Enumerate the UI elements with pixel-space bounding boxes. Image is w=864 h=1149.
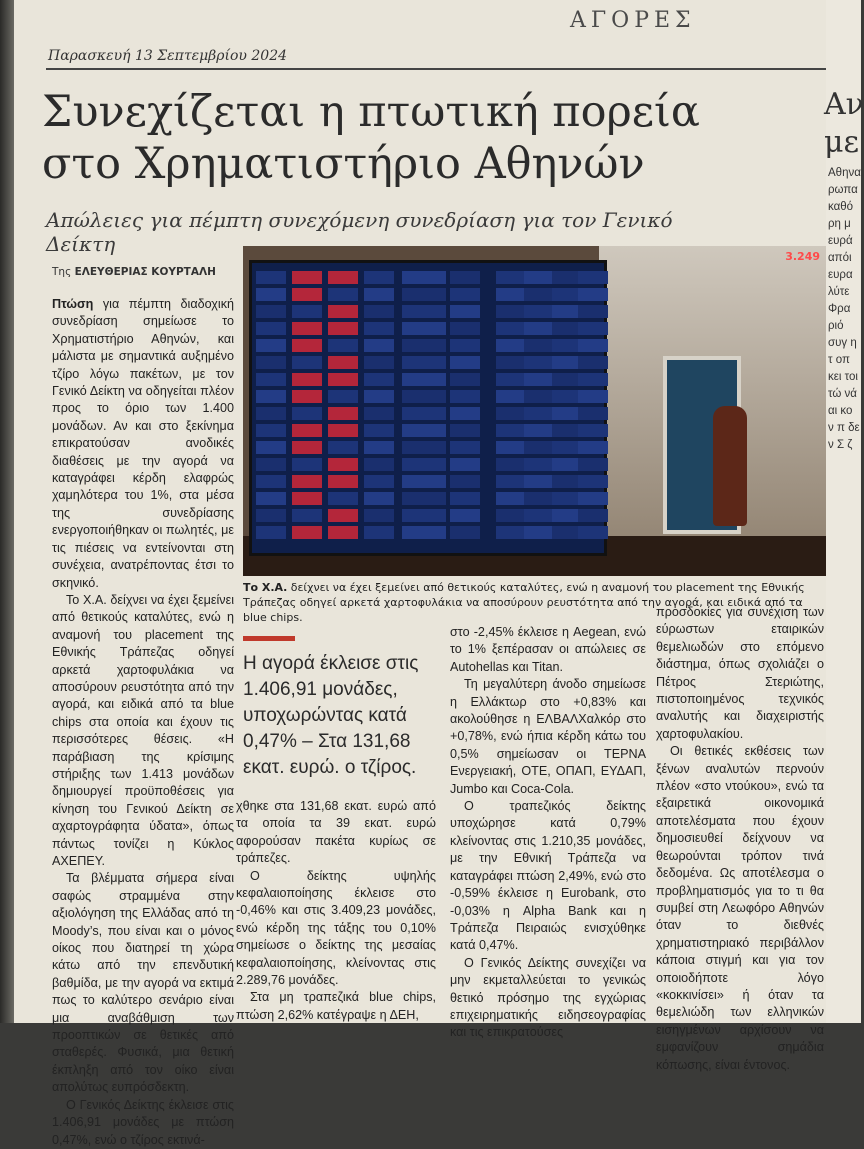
board-cell: [496, 271, 526, 284]
board-cell: [256, 407, 286, 420]
caption-lead: Το Χ.Α.: [243, 581, 288, 594]
trading-floor-photo: [243, 246, 826, 576]
board-cell: [364, 458, 394, 471]
board-cell: [292, 373, 322, 386]
board-cell: [328, 271, 358, 284]
board-cell: [552, 322, 582, 335]
board-cell: [578, 305, 608, 318]
board-cell: [328, 492, 358, 505]
board-cell: [402, 288, 446, 301]
board-cell: [292, 424, 322, 437]
board-cell: [524, 526, 554, 539]
board-cell: [578, 475, 608, 488]
board-cell: [328, 390, 358, 403]
pull-quote-accent: [243, 636, 295, 641]
board-cell: [496, 441, 526, 454]
board-cell: [328, 339, 358, 352]
board-cell: [524, 407, 554, 420]
board-cell: [496, 526, 526, 539]
board-cell: [328, 407, 358, 420]
lead-word: Πτώση: [52, 297, 94, 311]
board-cell: [524, 322, 554, 335]
board-cell: [328, 322, 358, 335]
board-cell: [578, 441, 608, 454]
board-cell: [524, 441, 554, 454]
board-cell: [364, 288, 394, 301]
board-cell: [328, 373, 358, 386]
board-cell: [496, 356, 526, 369]
page-edge: [0, 0, 14, 1023]
paragraph: [52, 296, 234, 592]
section-label: ΑΓΟΡΕΣ: [570, 8, 696, 33]
board-cell: [524, 424, 554, 437]
board-cell: [292, 288, 322, 301]
board-cell: [256, 339, 286, 352]
board-cell: [402, 322, 446, 335]
board-cell: [292, 475, 322, 488]
board-cell: [524, 339, 554, 352]
adjacent-heading: Αν με: [824, 87, 864, 160]
board-cell: [292, 322, 322, 335]
board-cell: [292, 305, 322, 318]
board-cell: [364, 407, 394, 420]
paragraph-text: για πέμπτη διαδοχική συνεδρίαση σημείωσε το Χρηματιστήριο Αθηνών, και μάλιστα με σημαντικά αυξημένο τζίρο λόγω πακέτων, με τον Γενικό Δείκτη να οδηγείται πλέον προς το όριο των 1.400 μονάδων. Αν και στο ξεκίνημα επικρατούσαν ανοδικές διαθέσεις με την αγορά να καταγράφει κέρδη ελαφρώς χαμηλότερα του 1%, στα μέσα της συνεδρίασης ενεργοποιήθηκαν οι πωλητές, με τις πιέσεις να εντείνονται στη συνέχεια, ανατρέποντας έτσι το σκηνικό.: [52, 297, 234, 590]
board-cell: [552, 288, 582, 301]
board-cell: [496, 458, 526, 471]
board-cell: [364, 356, 394, 369]
paragraph: Ο δείκτης υψηλής κεφαλαιοποίησης έκλεισε στο -0,46% και στις 3.409,23 μονάδες, ενώ κέρδη της τάξης του 0,10% σημείωσε ο δείκτης της μεσαίας κεφαλαιοποίησης, κλείνοντας στις 2.289,76 μονάδες.: [236, 868, 436, 988]
board-cell: [402, 441, 446, 454]
board-cell: [578, 271, 608, 284]
board-cell: [328, 288, 358, 301]
board-cell: [364, 475, 394, 488]
board-cell: [552, 458, 582, 471]
board-cell: [364, 373, 394, 386]
stock-board-graphic: [252, 263, 604, 553]
board-cell: [256, 288, 286, 301]
article-column-3: [450, 624, 646, 1042]
board-cell: [524, 458, 554, 471]
paragraph: προσδοκίες για συνέχιση των εύρωστων εταιρικών θεμελιωδών στο επόμενο διάστημα, όπως σχολιάζει ο Πέτρος Στεριώτης, πιστοποιημένος τεχνικός αναλυτής και διαχειριστής χαρτοφυλακίου.: [656, 605, 824, 741]
board-cell: [402, 424, 446, 437]
paragraph: χθηκε στα 131,68 εκατ. ευρώ από τα οποία τα 39 εκατ. ευρώ αφορούσαν πακέτα κυρίως σε τράπεζες.: [236, 799, 436, 866]
board-cell: [364, 526, 394, 539]
paragraph: στο -2,45% έκλεισε η Aegean, ενώ το 1% ξεπέρασαν οι απώλειες σε Autohellas και Titan.: [450, 625, 646, 674]
board-cell: [450, 492, 480, 505]
board-cell: [450, 305, 480, 318]
board-cell: [496, 390, 526, 403]
board-cell: [256, 475, 286, 488]
board-cell: [402, 373, 446, 386]
ticker-value: 3.249: [785, 250, 820, 263]
board-cell: [450, 407, 480, 420]
headline: Συνεχίζεται η πτωτική πορεία στο Χρηματιστήριο Αθηνών: [42, 87, 700, 189]
board-cell: [552, 424, 582, 437]
paragraph: Στα μη τραπεζικά blue chips, πτώση 2,62% κατέγραψε η ΔΕΗ,: [236, 990, 436, 1022]
board-cell: [578, 322, 608, 335]
board-cell: [450, 288, 480, 301]
adjacent-article-fragment: [824, 0, 864, 1023]
board-cell: [292, 356, 322, 369]
board-cell: [496, 339, 526, 352]
board-cell: [552, 475, 582, 488]
board-cell: [578, 407, 608, 420]
board-cell: [364, 441, 394, 454]
board-cell: [402, 356, 446, 369]
board-cell: [496, 407, 526, 420]
board-cell: [450, 322, 480, 335]
board-cell: [524, 373, 554, 386]
stock-screen: [249, 260, 607, 556]
board-cell: [496, 424, 526, 437]
board-cell: [256, 492, 286, 505]
board-cell: [402, 339, 446, 352]
board-cell: [402, 492, 446, 505]
byline-prefix: Της: [52, 266, 72, 278]
board-cell: [402, 526, 446, 539]
board-cell: [552, 390, 582, 403]
caption-text: δείχνει να έχει ξεμείνει από θετικούς καταλύτες, ενώ η αναμονή του placement της Εθνικής Τράπεζας οδηγεί αρκετά χαρτοφυλάκια να αποσύρουν ρευστότητα από την αγορά, και ειδικά από τα blue chips.: [243, 581, 805, 624]
board-cell: [328, 458, 358, 471]
paragraph: Οι θετικές εκθέσεις των ξένων αναλυτών περνούν πλέον «στο ντούκου», ενώ τα εξαιρετικά οικονομικά αποτελέσματα που έχουν δημοσιευθεί δείχνουν να θεωρούνται τρόπον τινά δεδομένα. Ως αποτέλεσμα ο προβληματισμός για το τι θα συμβεί στη Λεωφόρο Αθηνών όταν το διεθνές χρηματιστηριακό περιβάλλον κάποια στιγμή και για τον οποιοδήποτε λόγο «κοκκινίσει» ή όταν τα θεμελιώδη των ελληνικών εισηγμένων αρχίσουν να εμφανίζουν σημάδια κόπωσης, είναι έντονος.: [656, 744, 824, 1072]
board-cell: [402, 458, 446, 471]
board-cell: [578, 390, 608, 403]
board-cell: [524, 509, 554, 522]
pull-quote: [243, 636, 438, 781]
article-column-4: [656, 604, 824, 1074]
board-cell: [552, 305, 582, 318]
board-cell: [256, 526, 286, 539]
board-cell: [552, 407, 582, 420]
board-cell: [450, 441, 480, 454]
board-cell: [496, 373, 526, 386]
board-cell: [256, 390, 286, 403]
byline: [52, 266, 216, 278]
board-cell: [578, 339, 608, 352]
board-cell: [292, 526, 322, 539]
board-cell: [450, 271, 480, 284]
board-cell: [256, 322, 286, 335]
adjacent-text: Αθηνα ρωπα καθό ρη μ ευρά απόι ευρα λύτε Φρα ριό συγ η τ οπ κει τοι τώ νά αι κο ν π δε ν Σ ζ: [828, 167, 861, 451]
issue-date: Παρασκευή 13 Σεπτεμβρίου 2024: [48, 48, 288, 64]
board-cell: [328, 509, 358, 522]
board-cell: [496, 322, 526, 335]
board-cell: [402, 509, 446, 522]
board-cell: [578, 356, 608, 369]
subheadline: Απώλειες για πέμπτη συνεχόμενη συνεδρίαση για τον Γενικό Δείκτη: [46, 208, 673, 256]
board-cell: [578, 288, 608, 301]
board-cell: [552, 492, 582, 505]
board-cell: [364, 492, 394, 505]
board-cell: [450, 390, 480, 403]
board-cell: [450, 458, 480, 471]
board-cell: [450, 356, 480, 369]
board-cell: [578, 424, 608, 437]
paragraph: Ο τραπεζικός δείκτης υποχώρησε κατά 0,79% κλείνοντας στις 1.210,35 μονάδες, με την Εθνική Τράπεζα να καταγράφει πτώση 2,49%, ενώ στο -0,59% έκλεισε η Eurobank, στο -0,03% η Alpha Bank και η Τράπεζα Πειραιώς ενισχύθηκε κατά 0,47%.: [450, 799, 646, 953]
board-cell: [256, 373, 286, 386]
board-cell: [328, 526, 358, 539]
board-cell: [552, 373, 582, 386]
paragraph: Ο Γενικός Δείκτης έκλεισε στις 1.406,91 μονάδες με πτώση 0,47%, ενώ ο τζίρος εκτινά-: [52, 1097, 234, 1147]
board-cell: [402, 390, 446, 403]
board-cell: [364, 509, 394, 522]
board-cell: [328, 441, 358, 454]
board-cell: [402, 305, 446, 318]
board-cell: [578, 492, 608, 505]
board-cell: [402, 407, 446, 420]
board-cell: [496, 305, 526, 318]
board-cell: [524, 356, 554, 369]
board-cell: [292, 407, 322, 420]
board-cell: [364, 322, 394, 335]
board-cell: [524, 492, 554, 505]
paragraph: Ο Γενικός Δείκτης συνεχίζει να μην εκμεταλλεύεται το γενικώς θετικό πρόσημο της εγχώριας επιχειρηματικής ειδησεογραφίας και τις επικρατούσες: [450, 955, 646, 1040]
board-cell: [552, 509, 582, 522]
board-cell: [256, 424, 286, 437]
board-cell: [552, 339, 582, 352]
board-cell: [450, 339, 480, 352]
header-rule: [46, 68, 826, 70]
board-cell: [524, 390, 554, 403]
board-cell: [496, 509, 526, 522]
photo-person: [713, 406, 747, 526]
board-cell: [292, 271, 322, 284]
board-cell: [578, 373, 608, 386]
board-cell: [578, 509, 608, 522]
board-cell: [292, 441, 322, 454]
board-cell: [328, 424, 358, 437]
paragraph: Τη μεγαλύτερη άνοδο σημείωσε η Ελλάκτωρ στο +0,83% και ακολούθησε η ΕΛΒΑΛΧαλκόρ στο +0,78%, ενώ ήπια κέρδη κάτω του 0,5% σημείωσαν οι ΤΕΡΝΑ Ενεργειακή, ΟΤΕ, ΟΠΑΠ, ΕΥΔΑΠ, Jumbo και Coca-Cola.: [450, 677, 646, 796]
board-cell: [292, 339, 322, 352]
board-cell: [496, 475, 526, 488]
paragraph: Το Χ.Α. δείχνει να έχει ξεμείνει από θετικούς καταλύτες, ενώ η αναμονή του placement της Εθνικής Τράπεζας οδηγεί αρκετά χαρτοφυλάκια να αποσύρουν ρευστότητα από την αγορά, και ειδικά από τα blue chips στα οποία και έχουν τις περισσότερες θέσεις. «Η παράβιαση της κρίσιμης στήριξης των 1.413 μονάδων δημιουργεί προϋποθέσεις για κίνηση του Γενικού Δείκτη σε αχαρτογράφητα ύδατα», όπως πάντως τονίζει η Κύκλος ΑΧΕΠΕΥ.: [52, 592, 234, 868]
board-cell: [578, 458, 608, 471]
pull-quote-text: Η αγορά έκλεισε στις 1.406,91 μονάδες, υποχωρώντας κατά 0,47% – Στα 131,68 εκατ. ευρώ. ο τζίρος.: [243, 653, 419, 778]
board-cell: [292, 390, 322, 403]
board-cell: [292, 509, 322, 522]
board-cell: [524, 305, 554, 318]
board-cell: [328, 356, 358, 369]
board-cell: [496, 288, 526, 301]
board-cell: [364, 424, 394, 437]
board-cell: [552, 356, 582, 369]
board-cell: [552, 271, 582, 284]
board-cell: [364, 271, 394, 284]
board-cell: [328, 305, 358, 318]
board-cell: [256, 356, 286, 369]
board-cell: [256, 271, 286, 284]
board-cell: [524, 271, 554, 284]
board-cell: [402, 475, 446, 488]
board-cell: [496, 492, 526, 505]
board-cell: [364, 305, 394, 318]
board-cell: [450, 475, 480, 488]
board-cell: [364, 339, 394, 352]
board-cell: [256, 305, 286, 318]
paragraph: Τα βλέμματα σήμερα είναι σαφώς στραμμένα στην αξιολόγηση της Ελλάδας από τη Moody’s, που είναι και ο μόνος οίκος που διατηρεί τη χώρα κάτω από την επενδυτική βαθμίδα, με την αγορά να εκτιμά πως το καλύτερο σενάριο είναι μια αναβάθμιση των προοπτικών σε θετικές από σταθερές. Φυσικά, μια θετική έκπληξη από τον οίκο είναι απολύτως ευπρόσδεκτη.: [52, 871, 234, 1095]
board-cell: [364, 390, 394, 403]
board-cell: [450, 526, 480, 539]
byline-author: ΕΛΕΥΘΕΡΙΑΣ ΚΟΥΡΤΑΛΗ: [74, 266, 216, 278]
board-cell: [450, 509, 480, 522]
board-cell: [256, 441, 286, 454]
board-cell: [328, 475, 358, 488]
board-cell: [524, 475, 554, 488]
article-column-2: [236, 798, 436, 1024]
board-cell: [402, 271, 446, 284]
board-cell: [552, 441, 582, 454]
board-cell: [450, 373, 480, 386]
board-cell: [524, 288, 554, 301]
board-cell: [256, 509, 286, 522]
board-cell: [292, 458, 322, 471]
board-cell: [450, 424, 480, 437]
board-cell: [256, 458, 286, 471]
article-column-1: [52, 296, 234, 1149]
board-cell: [552, 526, 582, 539]
board-cell: [578, 526, 608, 539]
board-cell: [292, 492, 322, 505]
